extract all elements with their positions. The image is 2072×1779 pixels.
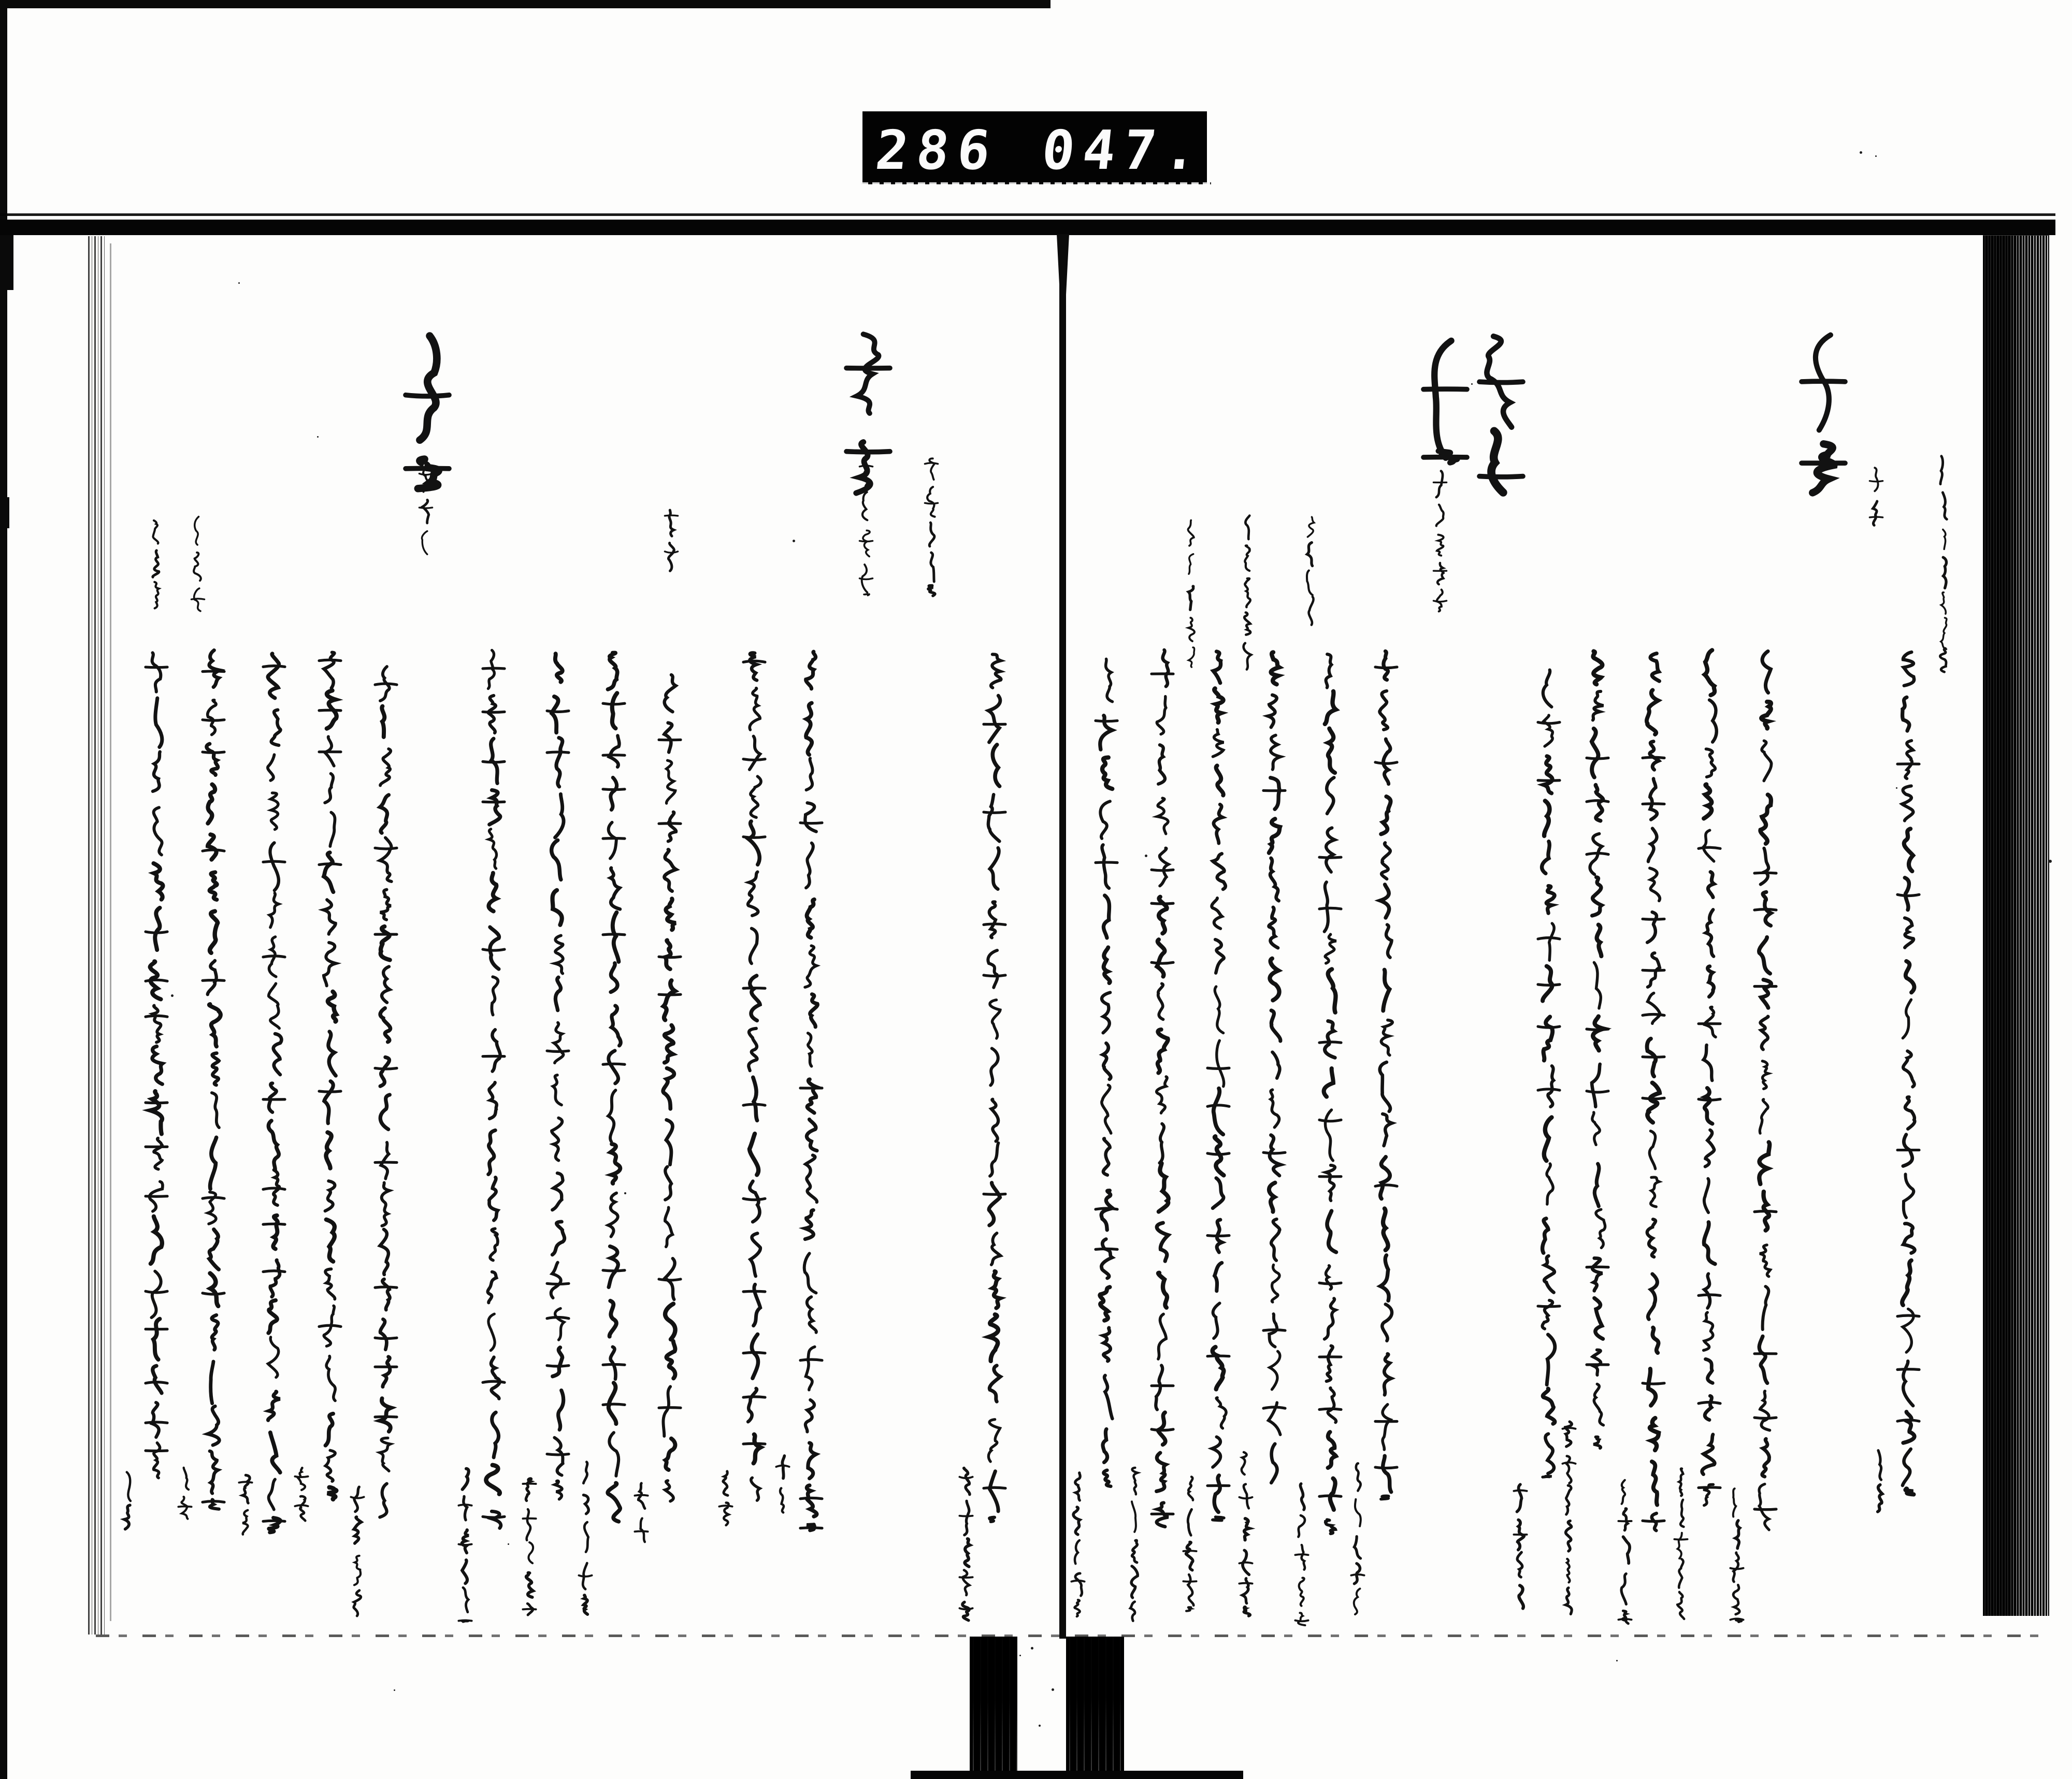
scan-speckle bbox=[2049, 860, 2052, 863]
scan-speckle bbox=[1860, 151, 1862, 154]
poem-column bbox=[304, 650, 356, 1515]
scan-speckle bbox=[1875, 155, 1877, 157]
scan-speckle bbox=[317, 436, 319, 438]
poem-column bbox=[248, 652, 300, 1547]
scan-speckle bbox=[1039, 1725, 1041, 1727]
note-column bbox=[1294, 515, 1327, 655]
poem-column bbox=[1304, 652, 1356, 1547]
note-column bbox=[850, 460, 883, 610]
scan-speckle bbox=[1031, 1647, 1033, 1650]
author-label bbox=[449, 1466, 482, 1637]
poem-column bbox=[1136, 648, 1188, 1544]
poem-column bbox=[785, 650, 837, 1546]
poem-column bbox=[1360, 650, 1412, 1515]
title-column bbox=[1409, 338, 1481, 478]
author-label bbox=[1608, 1479, 1642, 1639]
poem-column bbox=[1628, 651, 1679, 1547]
poem-column bbox=[1739, 649, 1791, 1545]
note-column bbox=[409, 466, 442, 616]
poem-column bbox=[969, 652, 1020, 1537]
poem-column bbox=[588, 650, 640, 1536]
poem-column bbox=[1882, 650, 1934, 1510]
poem-column bbox=[532, 652, 584, 1516]
poem-column bbox=[728, 650, 780, 1515]
scan-speckle bbox=[1616, 1660, 1618, 1661]
title-column bbox=[1787, 334, 1860, 508]
poem-column bbox=[644, 673, 696, 1517]
scan-speckle bbox=[1471, 383, 1473, 385]
author-label bbox=[949, 1466, 983, 1637]
frame-counter-frame-value: 047. bbox=[1039, 119, 1208, 182]
scan-speckle bbox=[1896, 787, 1897, 789]
poem-column bbox=[1523, 669, 1575, 1493]
author-label bbox=[111, 1471, 145, 1631]
author-label bbox=[1504, 1484, 1537, 1624]
scan-speckle bbox=[793, 540, 795, 542]
frame-counter-reel-value: 286 bbox=[872, 119, 1002, 182]
poem-column bbox=[131, 652, 182, 1496]
poem-column bbox=[360, 666, 412, 1530]
poem-column bbox=[1248, 650, 1300, 1505]
poem-column bbox=[1192, 650, 1244, 1536]
note-column bbox=[1423, 469, 1457, 629]
note-column bbox=[139, 518, 172, 621]
poem-column bbox=[468, 650, 520, 1546]
poem-column bbox=[188, 650, 239, 1525]
poem-column bbox=[1081, 658, 1132, 1502]
poem-column bbox=[1572, 650, 1623, 1463]
author-label bbox=[1285, 1481, 1318, 1642]
author-label bbox=[709, 1471, 742, 1631]
scan-speckle bbox=[1019, 1655, 1021, 1656]
scan-speckle bbox=[171, 994, 174, 997]
scan-speckle bbox=[238, 282, 240, 284]
scan-speckle bbox=[1052, 1688, 1054, 1691]
author-label bbox=[1061, 1471, 1095, 1631]
author-label bbox=[1863, 1450, 1896, 1621]
scan-speckle bbox=[508, 1543, 509, 1545]
note-column bbox=[1860, 466, 1893, 642]
note-column bbox=[915, 456, 948, 611]
note-column bbox=[181, 516, 214, 625]
scan-speckle bbox=[624, 1192, 626, 1194]
scan-speckle bbox=[394, 1689, 395, 1691]
poem-column bbox=[1684, 650, 1735, 1525]
scan-speckle bbox=[1145, 855, 1147, 857]
